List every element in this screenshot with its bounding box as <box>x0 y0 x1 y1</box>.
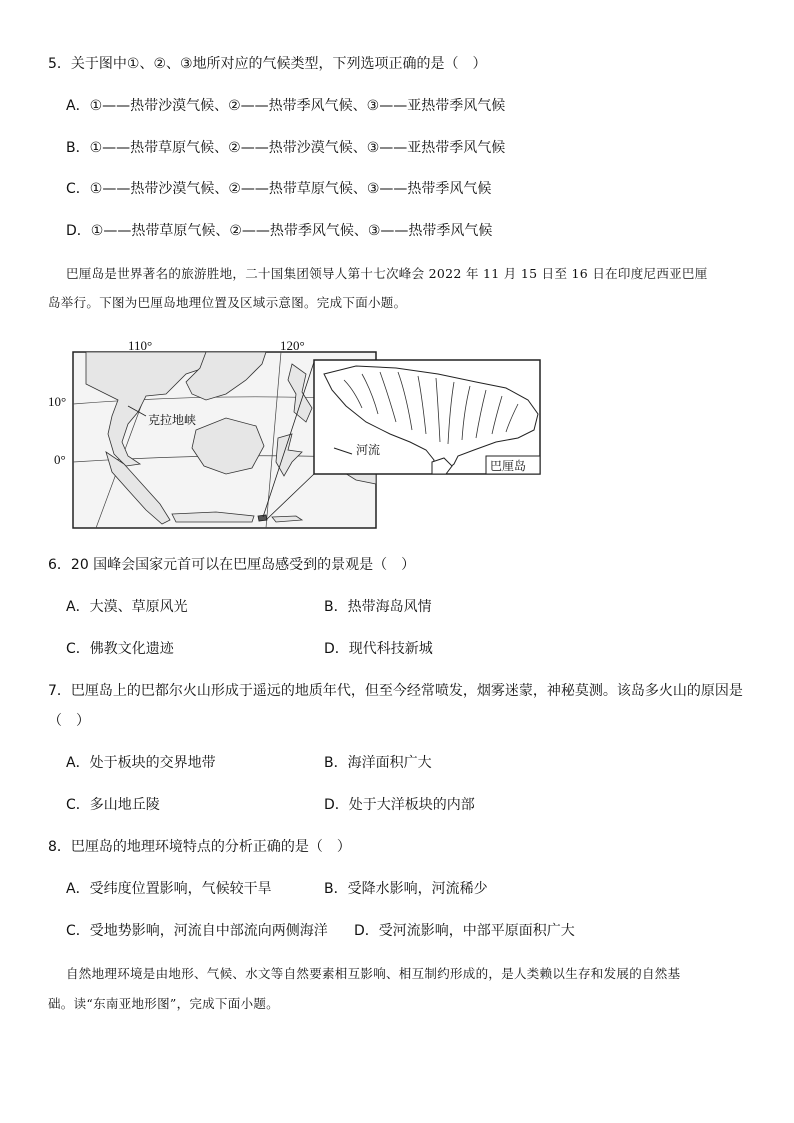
q7-stem-line2: （ ） <box>48 713 90 729</box>
lat-label-10: 10° <box>48 394 67 409</box>
river-legend-label: 河流 <box>356 443 381 457</box>
inset-title: 巴厘岛 <box>490 459 527 473</box>
bali-location-mark <box>258 515 267 521</box>
q7-stem-line1: 7．巴厘岛上的巴都尔火山形成于遥远的地质年代，但至今经常喷发，烟雾迷蒙，神秘莫测。该岛多火山的原因是 <box>48 683 743 699</box>
q7-option-a: A．处于板块的交界地带 <box>66 755 216 771</box>
q5-stem: 5．关于图中①、②、③地所对应的气候类型，下列选项正确的是（ ） <box>48 56 487 72</box>
lon-label-120: 120° <box>280 338 305 353</box>
q8-option-c: C．受地势影响，河流自中部流向两侧海洋 <box>66 923 328 939</box>
q6-option-c: C．佛教文化遗迹 <box>66 641 174 657</box>
intro1-line1: 巴厘岛是世界著名的旅游胜地，二十国集团领导人第十七次峰会 2022 年 11 月 15 日至 16 日在印度尼西亚巴厘 <box>66 266 708 281</box>
q8-option-b: B．受降水影响，河流稀少 <box>324 881 488 897</box>
intro1-line2: 岛举行。下图为巴厘岛地理位置及区域示意图。完成下面小题。 <box>48 295 407 310</box>
q5-option-b: B．①——热带草原气候、②——热带沙漠气候、③——亚热带季风气候 <box>66 140 506 156</box>
q7-option-d: D．处于大洋板块的内部 <box>324 797 475 813</box>
lat-label-0: 0° <box>54 452 66 467</box>
q6-option-a: A．大漠、草原风光 <box>66 599 188 615</box>
q5-option-a: A．①——热带沙漠气候、②——热带季风气候、③——亚热带季风气候 <box>66 98 506 114</box>
q7-option-c: C．多山地丘陵 <box>66 797 160 813</box>
intro2-line2: 础。读“东南亚地形图”，完成下面小题。 <box>48 996 279 1011</box>
q5-option-d: D．①——热带草原气候、②——热带季风气候、③——热带季风气候 <box>66 223 493 239</box>
q8-option-d: D．受河流影响，中部平原面积广大 <box>354 923 575 939</box>
q6-stem: 6．20 国峰会国家元首可以在巴厘岛感受到的景观是（ ） <box>48 557 416 573</box>
bali-location-map <box>48 334 546 534</box>
q6-option-b: B．热带海岛风情 <box>324 599 432 615</box>
q6-option-d: D．现代科技新城 <box>324 641 433 657</box>
q8-stem: 8．巴厘岛的地理环境特点的分析正确的是（ ） <box>48 839 351 855</box>
kra-isthmus-label: 克拉地峡 <box>148 413 197 427</box>
intro2-line1: 自然地理环境是由地形、气候、水文等自然要素相互影响、相互制约形成的，是人类赖以生存和发展的自然基 <box>66 966 681 981</box>
q7-option-b: B．海洋面积广大 <box>324 755 432 771</box>
q5-option-c: C．①——热带沙漠气候、②——热带草原气候、③——热带季风气候 <box>66 181 492 197</box>
q8-option-a: A．受纬度位置影响，气候较干旱 <box>66 881 272 897</box>
lon-label-110: 110° <box>128 338 153 353</box>
